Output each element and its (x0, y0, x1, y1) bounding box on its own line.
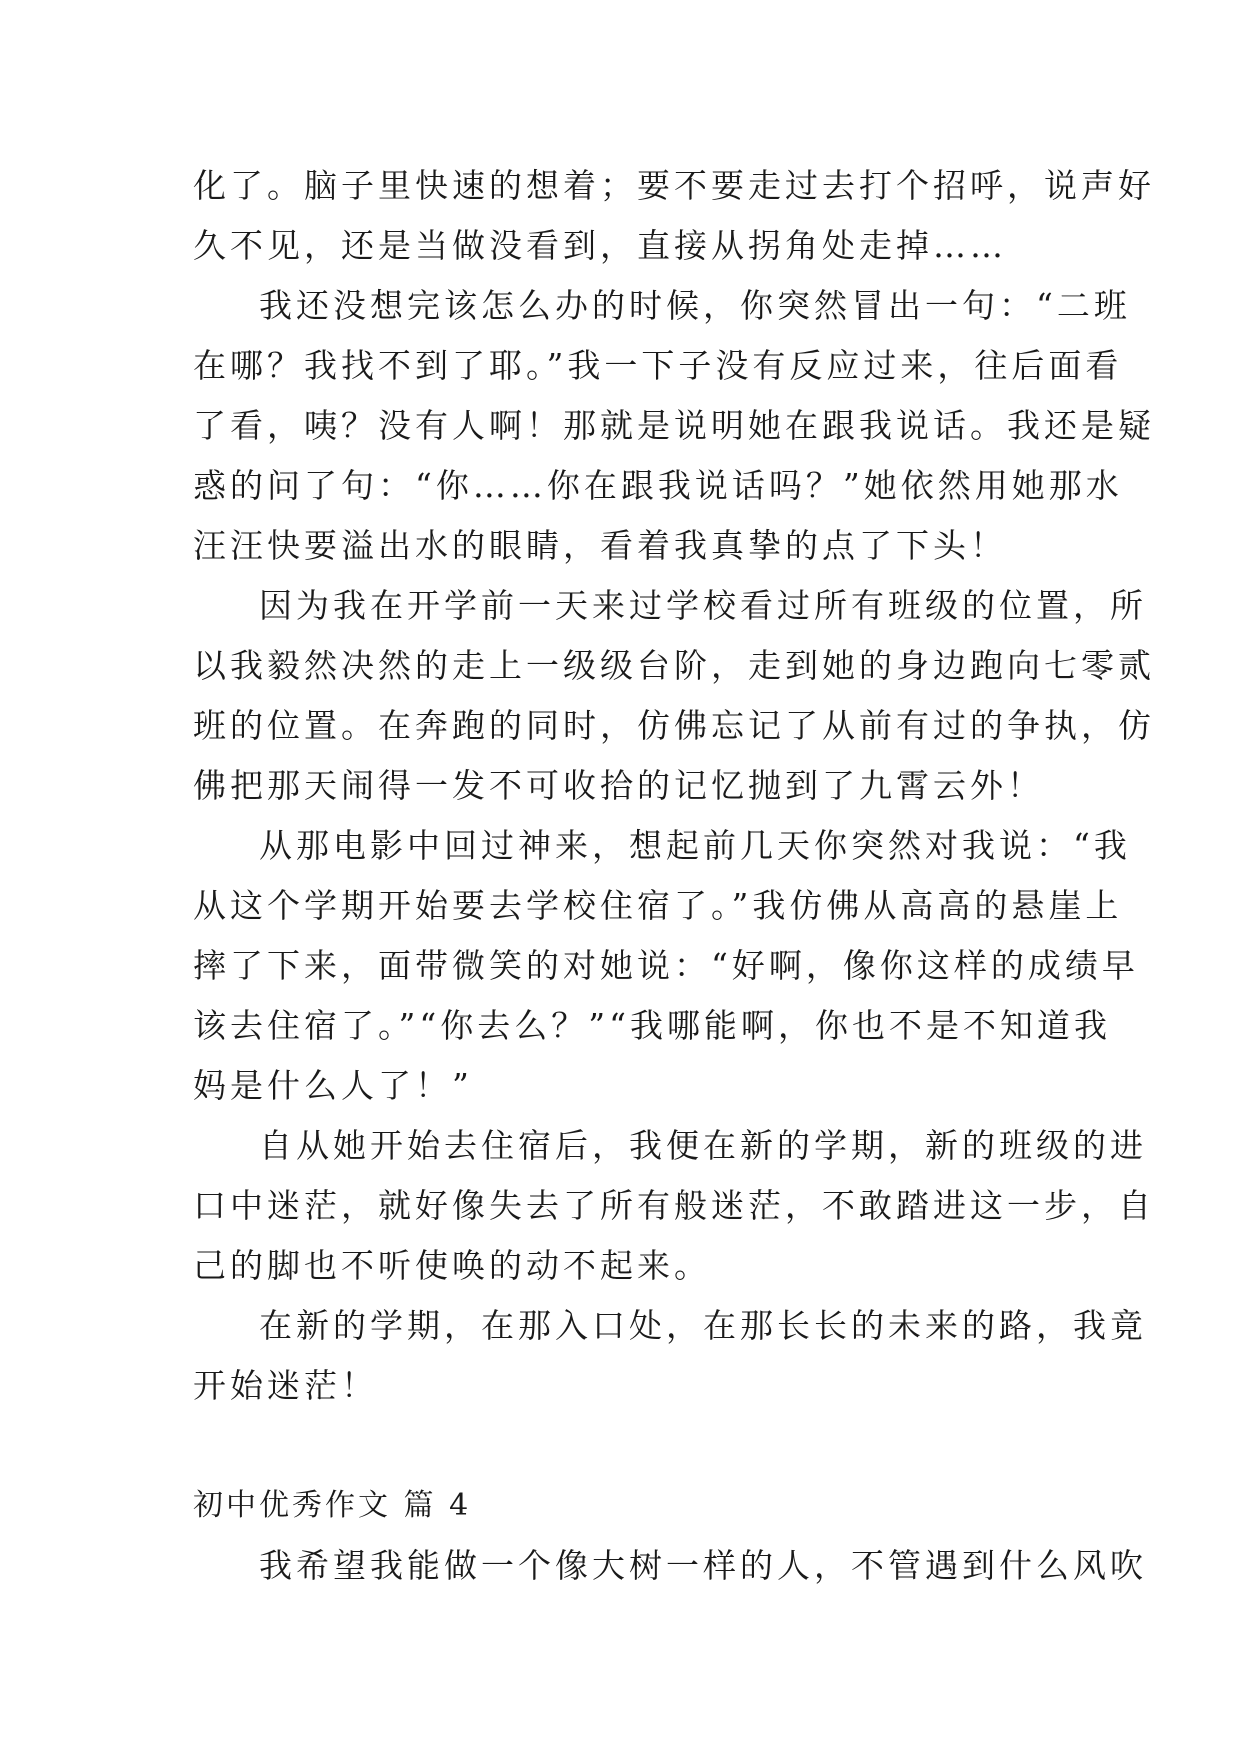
text-line: 在新的学期，在那入口处，在那长长的未来的路，我竟 (259, 1306, 1147, 1345)
text-line: 以我毅然决然的走上一级级台阶，走到她的身边跑向七零贰 (193, 646, 1155, 685)
text-line: 化了。脑子里快速的想着；要不要走过去打个招呼，说声好 (193, 166, 1155, 205)
text-line: 从那电影中回过神来，想起前几天你突然对我说：“我 (259, 826, 1131, 865)
text-line: 佛把那天闹得一发不可收拾的记忆抛到了九霄云外！ (193, 766, 1044, 805)
text-line: 自从她开始去住宿后，我便在新的学期，新的班级的进 (259, 1126, 1147, 1165)
text-line: 在哪？我找不到了耶。”我一下子没有反应过来，往后面看 (193, 346, 1123, 385)
essay-body (193, 156, 1155, 1596)
paragraph-gap (193, 1416, 1053, 1476)
text-line: 我希望我能做一个像大树一样的人，不管遇到什么风吹 (259, 1546, 1147, 1585)
text-line: 开始迷茫！ (193, 1366, 378, 1405)
text-line: 该去住宿了。”“你去么？”“我哪能啊，你也不是不知道我 (193, 1006, 1111, 1045)
text-line: 了看，咦？没有人啊！那就是说明她在跟我说话。我还是疑 (193, 406, 1155, 445)
text-line: 口中迷茫，就好像失去了所有般迷茫，不敢踏进这一步，自 (193, 1186, 1155, 1225)
text-line: 因为我在开学前一天来过学校看过所有班级的位置，所 (259, 586, 1147, 625)
text-line: 摔了下来，面带微笑的对她说：“好啊，像你这样的成绩早 (193, 946, 1139, 985)
text-line: 我还没想完该怎么办的时候，你突然冒出一句：“二班 (259, 286, 1131, 325)
text-line: 汪汪快要溢出水的眼睛，看着我真挚的点了下头！ (193, 526, 1007, 565)
text-line: 惑的问了句：“你……你在跟我说话吗？”她依然用她那水 (193, 466, 1123, 505)
section-heading: 初中优秀作文 篇 4 (193, 1488, 472, 1523)
text-line: 妈是什么人了！” (193, 1066, 473, 1105)
text-line: 从这个学期开始要去学校住宿了。”我仿佛从高高的悬崖上 (193, 886, 1123, 925)
text-line: 久不见，还是当做没看到，直接从拐角处走掉…… (193, 226, 1007, 265)
text-line: 己的脚也不听使唤的动不起来。 (193, 1246, 711, 1285)
text-line: 班的位置。在奔跑的同时，仿佛忘记了从前有过的争执，仿 (193, 706, 1155, 745)
